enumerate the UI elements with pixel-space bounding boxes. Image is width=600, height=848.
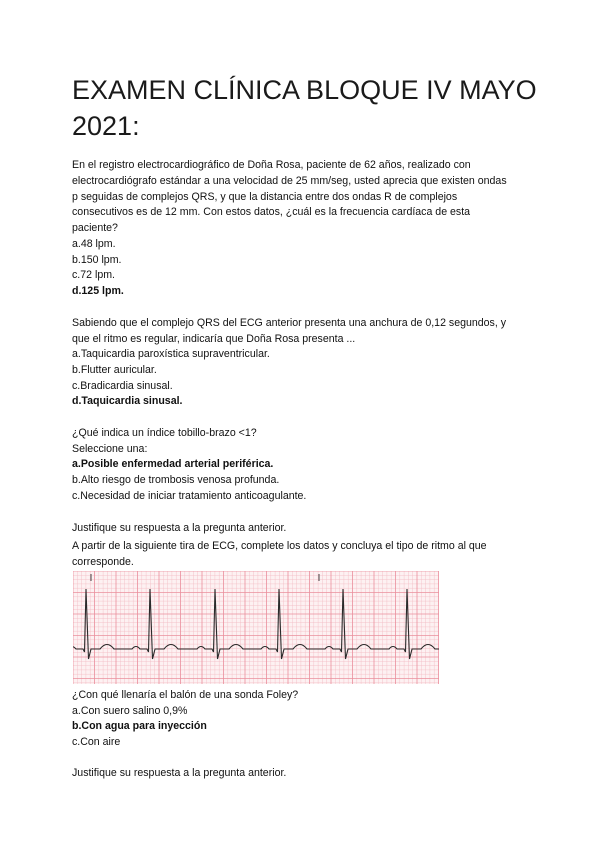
question-3-line: ¿Qué indica un índice tobillo-brazo <1? xyxy=(72,427,257,439)
question-1-text xyxy=(72,158,532,237)
justify-instruction: Justifique su respuesta a la pregunta anterior. xyxy=(72,522,287,534)
page-title: EXAMEN CLÍNICA BLOQUE IV MAYO 2021: xyxy=(72,75,537,141)
question-3-option-c: c.Necesidad de iniciar tratamiento anticoagulante. xyxy=(72,490,307,502)
question-3-option-b: b.Alto riesgo de trombosis venosa profunda. xyxy=(72,474,280,486)
question-2-line: Sabiendo que el complejo QRS del ECG anterior presenta una anchura de 0,12 segundos, y xyxy=(72,317,507,329)
question-1-option-d-answer: d.125 lpm. xyxy=(72,285,124,297)
question-2-option-b: b.Flutter auricular. xyxy=(72,364,157,376)
question-2-text xyxy=(72,316,532,348)
question-2-option-a: a.Taquicardia paroxística supraventricular. xyxy=(72,348,270,360)
question-2-option-d-answer: d.Taquicardia sinusal. xyxy=(72,395,183,407)
question-5-option-a: a.Con suero salino 0,9% xyxy=(72,705,188,717)
question-5-option-b-answer: b.Con agua para inyección xyxy=(72,720,207,732)
question-1-line: paciente? xyxy=(72,222,118,235)
question-1-line: electrocardiógrafo estándar a una velocidad de 25 mm/seg, usted aprecia que existen ondas xyxy=(72,174,507,187)
question-1-line: p seguidas de complejos QRS, y que la distancia entre dos ondas R de complejos xyxy=(72,190,458,203)
question-5-text: ¿Con qué llenaría el balón de una sonda Foley? xyxy=(72,689,299,701)
ecg-strip-image xyxy=(73,571,439,684)
ecg-paper xyxy=(73,571,439,684)
justify-instruction-2: Justifique su respuesta a la pregunta anterior. xyxy=(72,767,287,779)
question-1-option-c: c.72 lpm. xyxy=(72,269,115,281)
question-1-option-b: b.150 lpm. xyxy=(72,254,122,266)
question-5-option-c: c.Con aire xyxy=(72,736,121,748)
question-1-line: consecutivos es de 12 mm. Con estos datos, ¿cuál es la frecuencia cardíaca de esta xyxy=(72,206,471,219)
question-1-option-a: a.48 lpm. xyxy=(72,238,116,250)
question-1-line: En el registro electrocardiográfico de Doña Rosa, paciente de 62 años, realizado con xyxy=(72,159,471,171)
question-4-line: corresponde. xyxy=(72,555,134,568)
question-4-text xyxy=(72,539,532,571)
question-3-text xyxy=(72,426,532,458)
question-2-line: que el ritmo es regular, indicaría que Doña Rosa presenta ... xyxy=(72,332,356,345)
question-2-option-c: c.Bradicardia sinusal. xyxy=(72,380,173,392)
question-4-line: A partir de la siguiente tira de ECG, complete los datos y concluya el tipo de ritmo al que xyxy=(72,540,487,552)
question-3-option-a-answer: a.Posible enfermedad arterial periférica. xyxy=(72,458,274,470)
question-3-line: Seleccione una: xyxy=(72,442,148,455)
